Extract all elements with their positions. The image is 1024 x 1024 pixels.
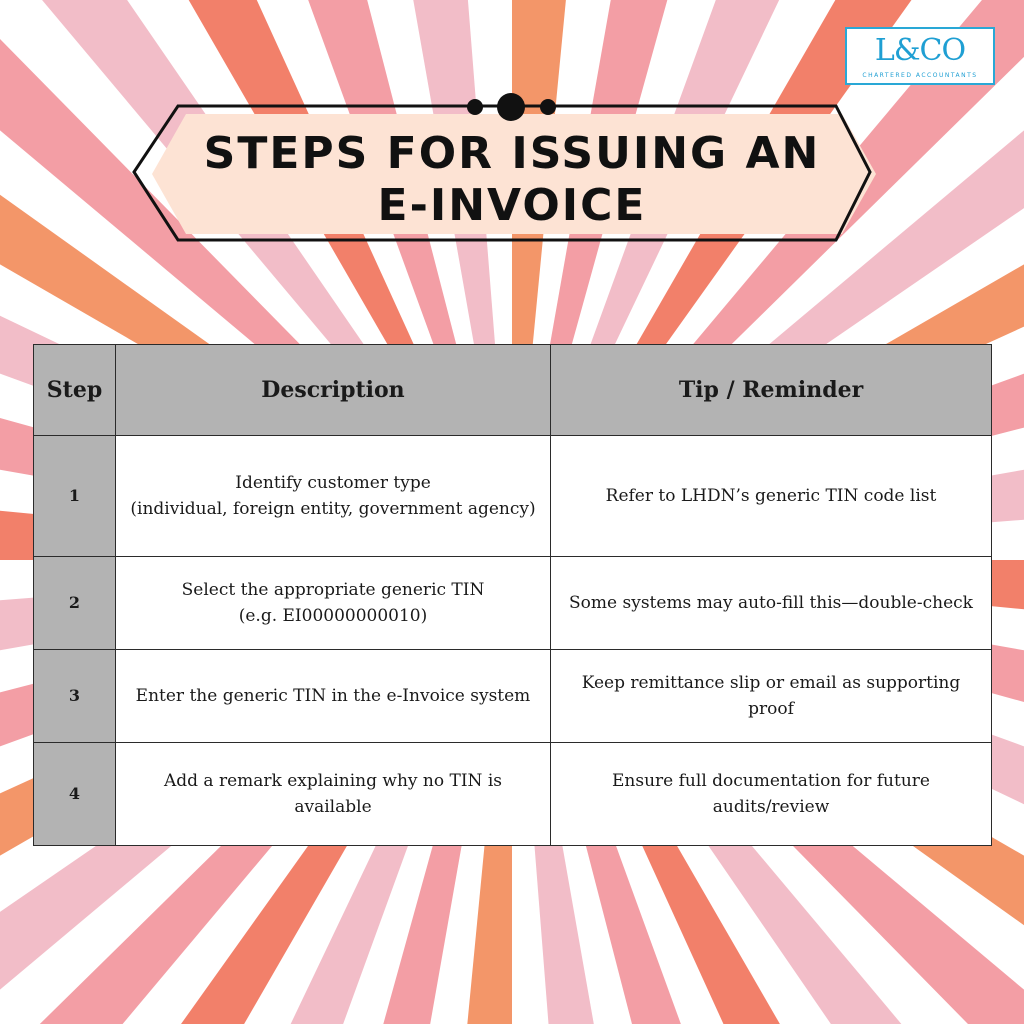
banner-dot-left bbox=[467, 99, 483, 115]
description-line: Select the appropriate generic TIN bbox=[181, 580, 485, 600]
title-line-1: STEPS FOR ISSUING AN bbox=[203, 128, 821, 179]
table-row bbox=[34, 557, 992, 650]
tip-line: Some systems may auto-fill this—double-check bbox=[569, 593, 973, 613]
steps-table bbox=[33, 344, 992, 846]
description-line: (e.g. EI00000000010) bbox=[238, 606, 428, 626]
description-line: Add a remark explaining why no TIN is bbox=[163, 771, 502, 791]
banner-dot-center bbox=[497, 93, 525, 121]
tip-line: Keep remittance slip or email as supporting bbox=[581, 673, 961, 693]
description-line: Enter the generic TIN in the e-Invoice system bbox=[135, 686, 531, 706]
logo-sub-text: CHARTERED ACCOUNTANTS bbox=[862, 72, 978, 79]
title-line-2: E-INVOICE bbox=[377, 180, 647, 231]
tip-line: Refer to LHDN’s generic TIN code list bbox=[605, 486, 937, 506]
header-description: Description bbox=[116, 345, 551, 436]
description-line: available bbox=[294, 797, 372, 817]
step-description bbox=[116, 557, 551, 650]
step-tip bbox=[551, 743, 992, 846]
step-tip bbox=[551, 436, 992, 557]
description-line: Identify customer type bbox=[235, 473, 431, 493]
step-number: 4 bbox=[34, 743, 116, 846]
tip-line: audits/review bbox=[712, 797, 830, 817]
header-tip: Tip / Reminder bbox=[551, 345, 992, 436]
logo-main-text: L&CO bbox=[874, 33, 966, 68]
header-step: Step bbox=[34, 345, 116, 436]
table-row bbox=[34, 436, 992, 557]
step-number: 3 bbox=[34, 650, 116, 743]
step-description bbox=[116, 650, 551, 743]
tip-line: proof bbox=[748, 699, 794, 719]
step-description bbox=[116, 436, 551, 557]
banner-dot-right bbox=[540, 99, 556, 115]
company-logo bbox=[845, 27, 995, 85]
step-tip bbox=[551, 650, 992, 743]
table-row bbox=[34, 743, 992, 846]
step-description bbox=[116, 743, 551, 846]
step-number: 2 bbox=[34, 557, 116, 650]
tip-line: Ensure full documentation for future bbox=[612, 771, 930, 791]
description-line: (individual, foreign entity, government agency) bbox=[130, 499, 536, 519]
page-title bbox=[150, 128, 874, 232]
table-header-row bbox=[34, 345, 992, 436]
step-number: 1 bbox=[34, 436, 116, 557]
step-tip bbox=[551, 557, 992, 650]
table-row bbox=[34, 650, 992, 743]
